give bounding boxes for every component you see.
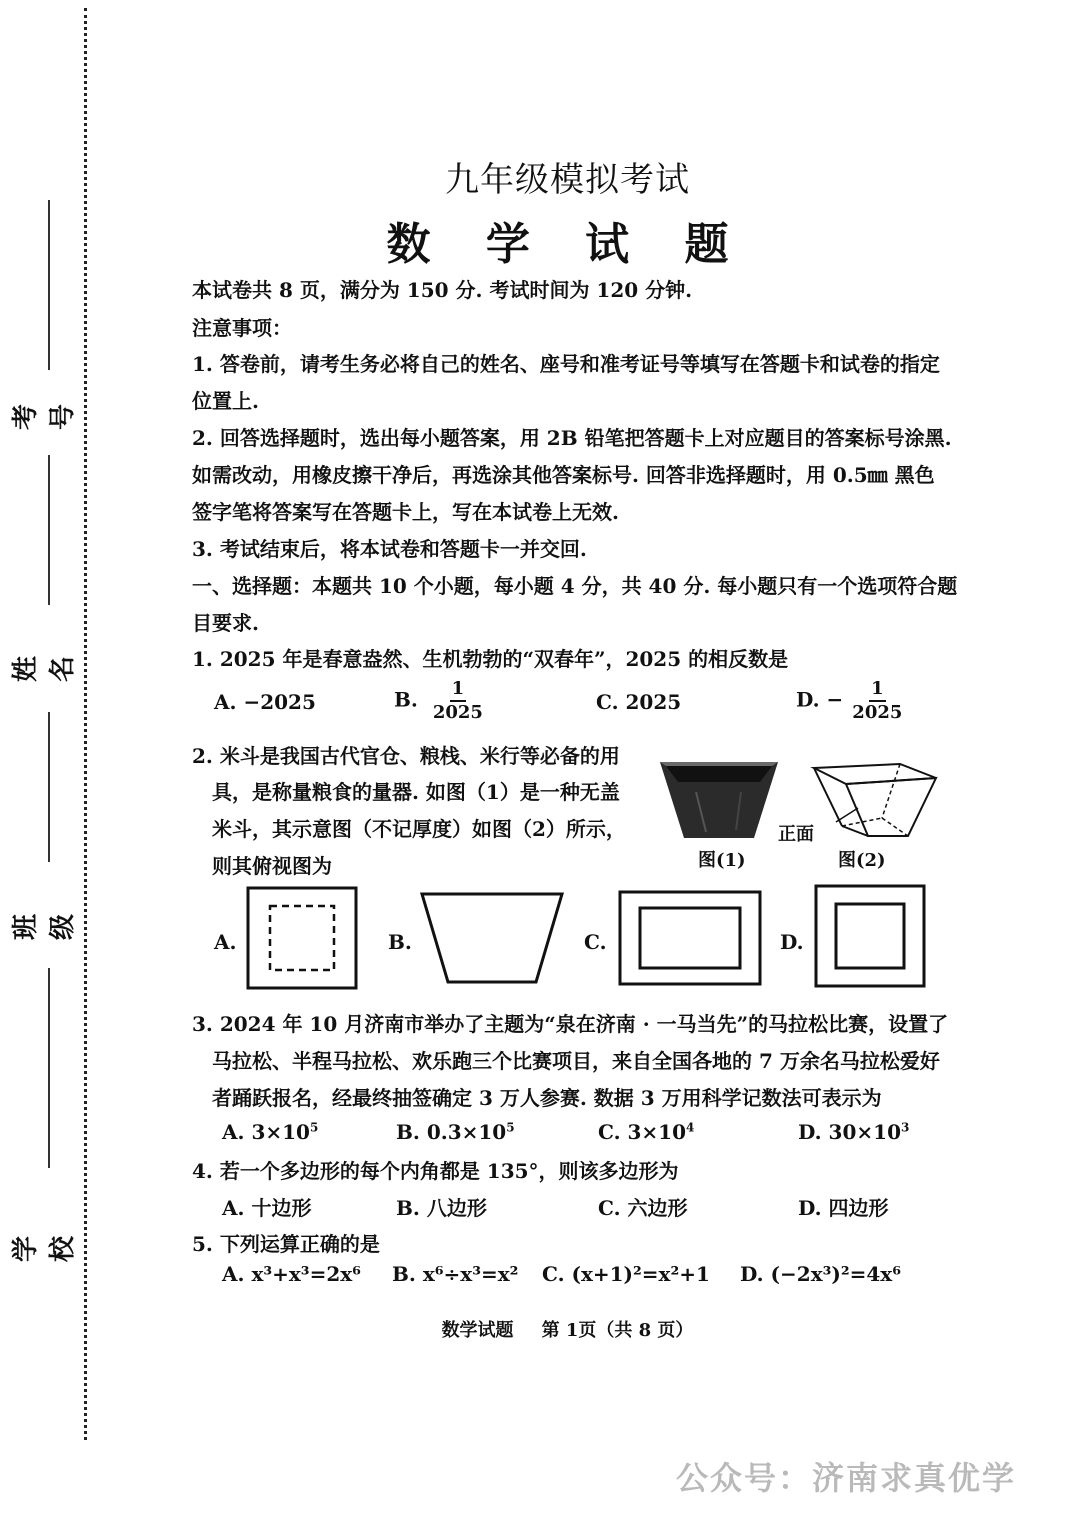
q2-option-a: A. xyxy=(214,930,237,954)
notice-line: 如需改动，用橡皮擦干净后，再选涂其他答案标号. 回答非选择题时，用 0.5㎜ 黑色 xyxy=(192,463,935,487)
watermark: 公众号：济南求真优学 xyxy=(676,1459,1017,1497)
q1-b-denominator: 2025 xyxy=(432,702,483,723)
footer-subject: 数学试题 xyxy=(441,1320,514,1341)
subject-title: 数 学 试 题 xyxy=(386,219,749,270)
q2-option-b-figure xyxy=(420,892,564,984)
notice-line: 签字笔将答案写在答题卡上，写在本试卷上无效. xyxy=(192,500,619,524)
class-label: 班级 xyxy=(11,914,78,941)
q3-option-a: A. $3\times 10^5$ xyxy=(222,1120,319,1144)
q1-d-denominator: 2025 xyxy=(852,702,903,723)
figure-1-caption: 图(1) xyxy=(698,850,746,871)
q4-option-c: C. 六边形 xyxy=(598,1196,688,1220)
q3-option-d: D. $30\times 10^3$ xyxy=(798,1120,910,1144)
question-4-stem: 4. 若一个多边形的每个内角都是 135°，则该多边形为 xyxy=(192,1159,679,1183)
q2-option-d: D. xyxy=(780,930,804,954)
q1-option-a: A. −2025 xyxy=(214,690,316,714)
question-3-stem: 3. 2024 年 10 月济南市举办了主题为“泉在济南 · 一马当先”的马拉松比赛，设置了 xyxy=(192,1012,949,1036)
q1-d-numerator: 1 xyxy=(869,678,886,702)
name-label: 姓名 xyxy=(11,656,78,683)
q1-option-d: D. − $\frac{1}{2025}$ xyxy=(796,678,903,723)
rice-bucket-photo xyxy=(656,752,782,844)
section-heading-cont: 目要求. xyxy=(192,611,259,635)
question-2-stem-cont: 则其俯视图为 xyxy=(212,854,332,878)
q2-option-b: B. xyxy=(388,930,412,954)
q2-option-c: C. xyxy=(584,930,607,954)
q3-option-c: C. $3\times 10^4$ xyxy=(598,1120,695,1144)
class-blank xyxy=(48,712,50,862)
q5-option-c: C. (x+1)²=x²+1 xyxy=(542,1262,710,1286)
q4-option-a: A. 十边形 xyxy=(222,1196,312,1220)
q1-option-c: C. 2025 xyxy=(596,690,682,714)
q3-option-b: B. $0.3\times 10^5$ xyxy=(396,1120,515,1144)
section-heading: 一、选择题：本题共 10 个小题，每小题 4 分，共 40 分. 每小题只有一个选项符合题 xyxy=(192,574,958,598)
school-blank xyxy=(48,968,50,1168)
question-1-stem: 1. 2025 年是春意盎然、生机勃勃的“双春年”，2025 的相反数是 xyxy=(192,647,789,671)
exam-title: 九年级模拟考试 xyxy=(445,160,690,200)
question-2-stem-cont: 米斗，其示意图（不记厚度）如图（2）所示， xyxy=(212,817,626,841)
notice-heading: 注意事项： xyxy=(192,316,292,340)
rice-bucket-diagram xyxy=(808,758,940,846)
q5-option-d: D. (−2x³)²=4x⁶ xyxy=(740,1262,901,1286)
footer-page-number: 第 1页（共 8 页） xyxy=(541,1320,694,1341)
q4-option-b: B. 八边形 xyxy=(396,1196,487,1220)
notice-line: 3. 考试结束后，将本试卷和答题卡一并交回. xyxy=(192,537,587,561)
q4-option-d: D. 四边形 xyxy=(798,1196,889,1220)
q1-option-b: B. $\frac{1}{2025}$ xyxy=(394,678,483,723)
figure-2-caption: 图(2) xyxy=(838,850,886,871)
notice-line: 1. 答卷前，请考生务必将自己的姓名、座号和准考证号等填写在答题卡和试卷的指定 xyxy=(192,352,940,376)
exam-no-label: 考号 xyxy=(11,404,78,431)
notice-line: 位置上. xyxy=(192,389,259,413)
question-5-stem: 5. 下列运算正确的是 xyxy=(192,1232,380,1256)
name-blank xyxy=(48,455,50,605)
q5-option-b: B. x⁶÷x³=x² xyxy=(392,1262,519,1286)
q2-option-d-figure xyxy=(814,884,926,988)
question-3-stem-cont: 者踊跃报名，经最终抽签确定 3 万人参赛. 数据 3 万用科学记数法可表示为 xyxy=(212,1086,882,1110)
q2-option-c-figure xyxy=(618,890,762,986)
q2-option-a-figure xyxy=(246,886,358,990)
q5-option-a: A. x³+x³=2x⁶ xyxy=(222,1262,361,1286)
front-label: 正面 xyxy=(778,824,814,845)
intro-text: 本试卷共 8 页，满分为 150 分. 考试时间为 120 分钟. xyxy=(192,278,693,302)
school-label: 学校 xyxy=(11,1236,78,1263)
page-footer xyxy=(0,1316,1080,1342)
question-3-stem-cont: 马拉松、半程马拉松、欢乐跑三个比赛项目，来自全国各地的 7 万余名马拉松爱好 xyxy=(212,1049,940,1073)
notice-line: 2. 回答选择题时，选出每小题答案，用 2B 铅笔把答题卡上对应题目的答案标号涂黑. xyxy=(192,426,952,450)
question-2-stem-cont: 具，是称量粮食的量器. 如图（1）是一种无盖 xyxy=(212,780,620,804)
question-2-stem: 2. 米斗是我国古代官仓、粮栈、米行等必备的用 xyxy=(192,744,620,768)
q1-b-numerator: 1 xyxy=(450,678,467,702)
